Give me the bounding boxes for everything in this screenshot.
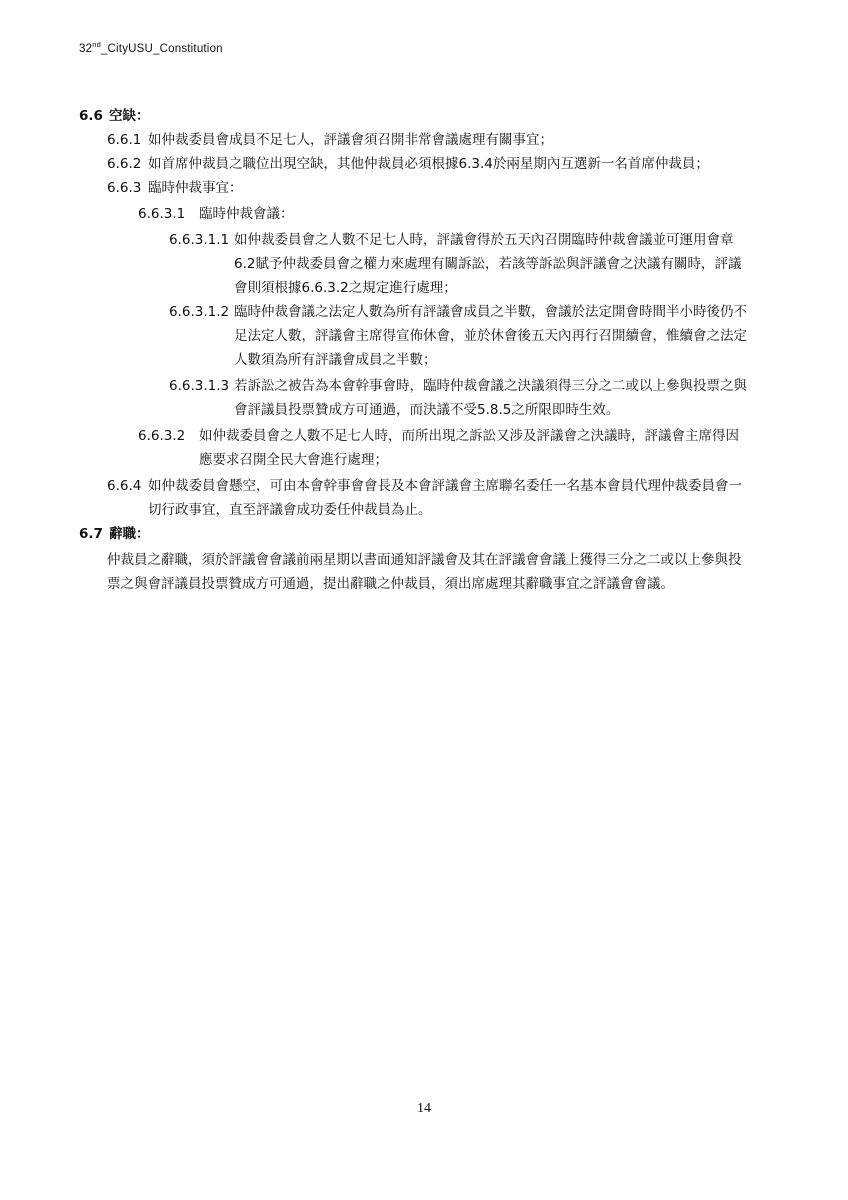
clause-line: 切行政事宜，直至評議會成功委任仲裁員為止。	[148, 502, 432, 518]
section-6-7-heading	[79, 522, 150, 546]
header-prefix: 32	[79, 43, 93, 55]
clause-line: 臨時仲裁會議之法定人數為所有評議會成員之半數，會議於法定開會時間半小時後仍不	[234, 304, 747, 320]
clause-number-6-6-3-1-1: 6.6.3.1.1	[169, 232, 230, 248]
clause-number-6-6-3: 6.6.3	[107, 180, 142, 196]
clause-number-6-6-2: 6.6.2	[107, 156, 142, 172]
clause-line: 臨時仲裁事宜：	[148, 180, 243, 196]
clause-line: 會則須根據6.6.3.2之規定進行處理；	[234, 280, 457, 296]
clause-line: 如仲裁委員會成員不足七人，評議會須召開非常會議處理有關事宜；	[148, 132, 553, 148]
section-number: 6.6	[79, 108, 103, 124]
clause-text-6-6-4	[148, 474, 742, 522]
clause-number-6-6-3-1-2: 6.6.3.1.2	[169, 304, 230, 320]
clause-text-6-6-2	[148, 152, 709, 176]
clause-line: 臨時仲裁會議：	[199, 206, 294, 222]
clause-number-6-6-3-2: 6.6.3.2	[138, 428, 186, 444]
clause-line: 人數須為所有評議會成員之半數；	[234, 352, 437, 368]
header-superscript: nd	[92, 40, 101, 49]
section-6-6-heading	[79, 104, 150, 128]
clause-line: 6.2賦予仲裁委員會之權力來處理有關訴訟，若該等訴訟與評議會之決議有關時，評議	[234, 256, 742, 272]
clause-line: 如仲裁委員會懸空，可由本會幹事會會長及本會評議會主席聯名委任一名基本會員代理仲裁委員會一	[148, 478, 742, 494]
clause-text-6-6-3-1	[199, 202, 294, 226]
clause-number-6-6-4: 6.6.4	[107, 478, 142, 494]
section-6-7-body	[107, 548, 742, 596]
clause-text-6-6-3-1-3	[234, 374, 747, 422]
section-number: 6.7	[79, 526, 103, 542]
clause-text-6-6-3-1-2	[234, 300, 747, 372]
clause-line: 如仲裁委員會之人數不足七人時，而所出現之訴訟又涉及評議會之決議時，評議會主席得因	[199, 428, 739, 444]
clause-number-6-6-3-1-3: 6.6.3.1.3	[169, 378, 230, 394]
clause-line: 若訴訟之被告為本會幹事會時，臨時仲裁會議之決議須得三分之二或以上參與投票之與	[234, 378, 747, 394]
clause-text-6-6-1	[148, 128, 553, 152]
clause-text-6-6-3-1-1	[234, 228, 741, 300]
clause-number-6-6-3-1: 6.6.3.1	[138, 206, 186, 222]
body-line: 票之與會評議員投票贊成方可通過，提出辭職之仲裁員，須出席處理其辭職事宜之評議會會議。	[107, 576, 674, 592]
section-title: 空缺：	[109, 108, 150, 124]
document-header	[79, 40, 223, 55]
header-suffix: _CityUSU_Constitution	[100, 43, 223, 55]
clause-line: 如首席仲裁員之職位出現空缺，其他仲裁員必須根據6.3.4於兩星期內互選新一名首席仲裁員；	[148, 156, 709, 172]
clause-text-6-6-3-2	[199, 424, 739, 472]
clause-line: 如仲裁委員會之人數不足七人時，評議會得於五天內召開臨時仲裁會議並可運用會章	[234, 232, 734, 248]
clause-line: 應要求召開全民大會進行處理；	[199, 452, 388, 468]
section-title: 辭職：	[109, 526, 150, 542]
clause-line: 足法定人數，評議會主席得宣佈休會，並於休會後五天內再行召開續會，惟續會之法定	[234, 328, 747, 344]
clause-text-6-6-3	[148, 176, 243, 200]
clause-line: 會評議員投票贊成方可通過，而決議不受5.8.5之所限即時生效。	[234, 402, 620, 418]
clause-number-6-6-1: 6.6.1	[107, 132, 142, 148]
body-line: 仲裁員之辭職，須於評議會會議前兩星期以書面通知評議會及其在評議會會議上獲得三分之二或以上參與投	[107, 552, 742, 568]
page-number: 14	[417, 1101, 431, 1116]
